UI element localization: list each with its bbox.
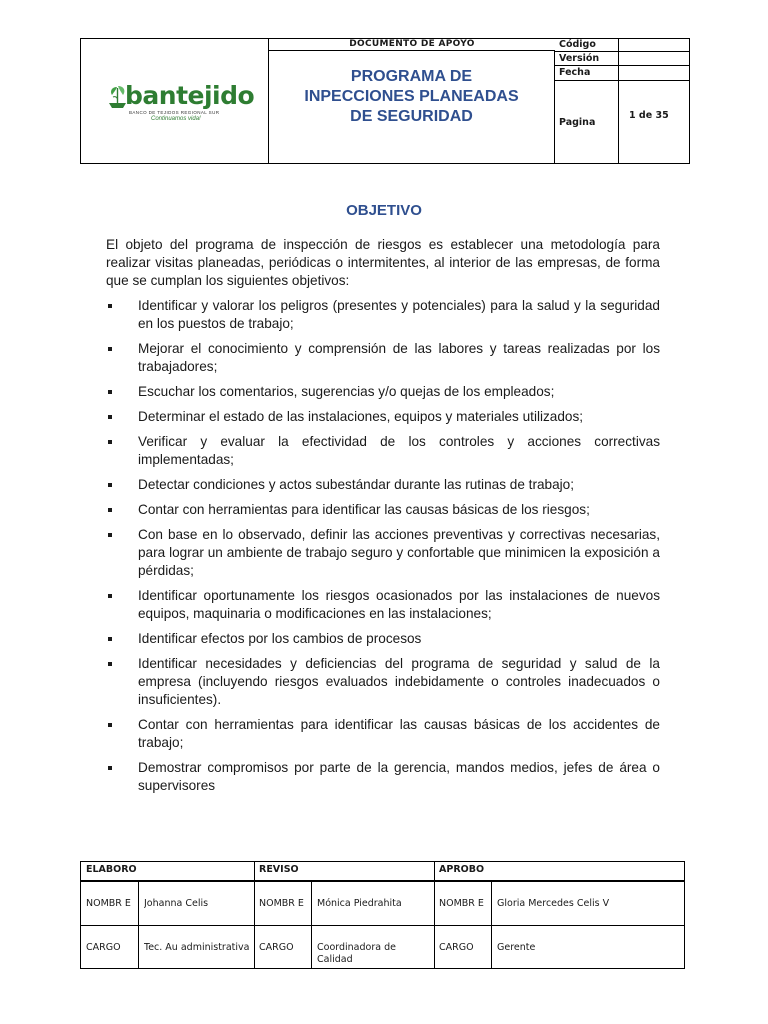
fecha-value [619, 66, 689, 81]
objective-text: Identificar necesidades y deficiencias del programa de seguridad y salud de la empresa (incluyendo riesgos evaluados indebidamente o controles inadecuados o insuficientes). [138, 656, 660, 707]
objective-item [106, 587, 660, 623]
title-line: PROGRAMA DE [350, 68, 473, 85]
objective-item [106, 476, 660, 494]
objective-item [106, 408, 660, 426]
square-bullet-icon [108, 637, 112, 641]
codigo-value [619, 39, 689, 52]
square-bullet-icon [108, 415, 112, 419]
signature-table [80, 861, 685, 969]
square-bullet-icon [108, 723, 112, 727]
title-line: DE SEGURIDAD [350, 108, 473, 125]
objective-text: Escuchar los comentarios, sugerencias y/o quejas de los empleados; [138, 384, 555, 399]
objective-item [106, 526, 660, 580]
objective-item [106, 716, 660, 752]
fecha-label: Fecha [555, 66, 619, 81]
objective-text: Identificar efectos por los cambios de procesos [138, 631, 422, 646]
square-bullet-icon [108, 483, 112, 487]
square-bullet-icon [108, 440, 112, 444]
version-label: Versión [555, 52, 619, 66]
doc-type-label: DOCUMENTO DE APOYO [269, 39, 555, 51]
section-heading: OBJETIVO [346, 202, 422, 219]
objective-text: Con base en lo observado, definir las acciones preventivas y correctivas necesarias, para lograr un ambiente de trabajo seguro y confortable que minimicen la exposición a pérdidas; [138, 527, 660, 578]
elaboro-nombre-label: NOMBR E [86, 898, 131, 909]
aprobo-nombre: Gloria Mercedes Celis V [497, 898, 610, 909]
objective-text: Demostrar compromisos por parte de la gerencia, mandos medios, jefes de área o supervisores [138, 760, 660, 793]
square-bullet-icon [108, 304, 112, 308]
reviso-cargo-label: CARGO [259, 942, 294, 953]
bantejido-logo [107, 81, 255, 123]
objective-item [106, 759, 660, 795]
objective-text: Detectar condiciones y actos subestándar durante las rutinas de trabajo; [138, 477, 575, 492]
objective-item [106, 655, 660, 709]
logo-cell [81, 39, 269, 163]
objective-text: Contar con herramientas para identificar las causas básicas de los riesgos; [138, 502, 590, 517]
reviso-cargo: Coordinadora de Calidad [317, 942, 396, 965]
reviso-nombre: Mónica Piedrahita [317, 898, 402, 909]
codigo-label: Código [555, 39, 619, 52]
objective-item [106, 297, 660, 333]
aprobo-cargo: Gerente [497, 942, 536, 953]
version-value [619, 52, 689, 66]
document-header [80, 38, 690, 164]
objective-text: Identificar y valorar los peligros (presentes y potenciales) para la salud y la seguridad en los puestos de trabajo; [138, 298, 660, 331]
square-bullet-icon [108, 533, 112, 537]
title-cell [269, 51, 555, 163]
logo-wordmark: bantejido [125, 81, 255, 110]
objective-text: Identificar oportunamente los riesgos ocasionados por las instalaciones de nuevos equipos, maquinaria o modificaciones en las instalaciones; [138, 588, 660, 621]
square-bullet-icon [108, 594, 112, 598]
objectives-list [106, 297, 660, 802]
aprobo-header: APROBO [434, 862, 684, 881]
reviso-nombre-label: NOMBR E [259, 898, 304, 909]
document-title [304, 67, 518, 127]
objective-item [106, 340, 660, 376]
square-bullet-icon [108, 347, 112, 351]
aprobo-cargo-label: CARGO [439, 942, 474, 953]
elaboro-cargo: Tec. Au administrativa [144, 942, 250, 953]
objective-item [106, 433, 660, 469]
objective-text: Verificar y evaluar la efectividad de los controles y acciones correctivas implementadas; [138, 434, 660, 467]
elaboro-cargo-label: CARGO [86, 942, 121, 953]
objective-item [106, 501, 660, 519]
logo-tagline: Continuamos vida! [151, 116, 201, 122]
title-line: INPECCIONES PLANEADAS [304, 88, 519, 105]
objective-text: Contar con herramientas para identificar las causas básicas de los accidentes de trabajo; [138, 717, 660, 750]
pagina-value: 1 de 35 [629, 110, 669, 121]
reviso-header: REVISO [254, 862, 434, 881]
pagina-label: Pagina [555, 81, 619, 163]
elaboro-nombre: Johanna Celis [144, 898, 209, 909]
objective-item [106, 383, 660, 401]
objective-text: Determinar el estado de las instalaciones, equipos y materiales utilizados; [138, 409, 584, 424]
square-bullet-icon [108, 766, 112, 770]
objective-text: Mejorar el conocimiento y comprensión de las labores y tareas realizadas por los trabajadores; [138, 341, 660, 374]
square-bullet-icon [108, 662, 112, 666]
objective-item [106, 630, 660, 648]
square-bullet-icon [108, 508, 112, 512]
aprobo-nombre-label: NOMBR E [439, 898, 484, 909]
square-bullet-icon [108, 390, 112, 394]
elaboro-header: ELABORO [81, 862, 254, 881]
logo-subtitle: BANCO DE TEJIDOS REGIONAL SUR [129, 110, 220, 115]
intro-paragraph: El objeto del programa de inspección de riesgos es establecer una metodología para realizar visitas planeadas, periódicas o intermitentes, al interior de las empresas, de forma que se cumplan los siguientes objetivos: [106, 237, 660, 288]
